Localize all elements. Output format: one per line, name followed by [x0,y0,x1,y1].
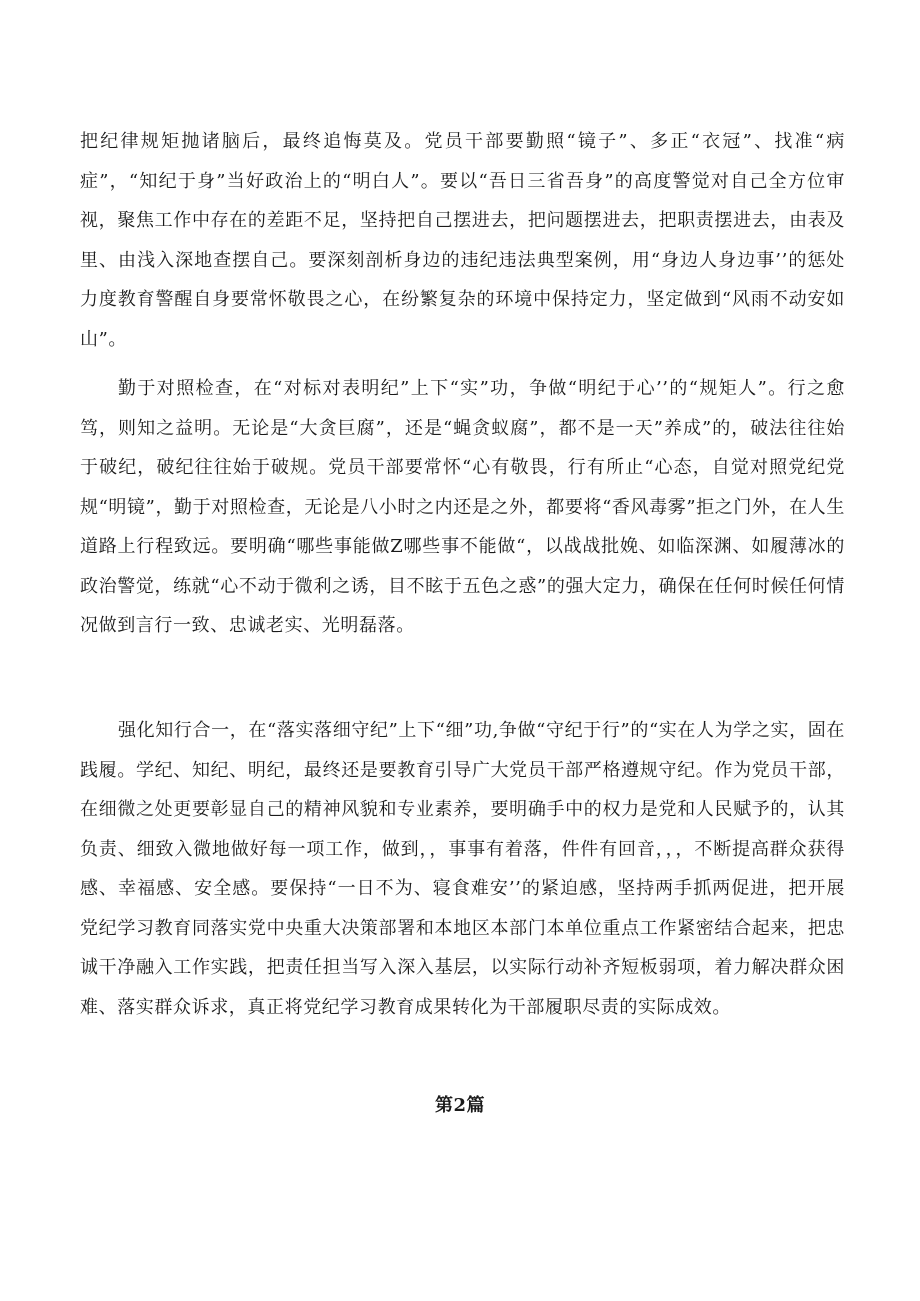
section-heading: 第2篇 [434,1095,486,1116]
paragraph-1: 把纪律规矩抛诸脑后，最终追悔莫及。党员干部要勤照“镜子”、多正“衣冠”、找准“病症”，“知纪于身”当好政治上的“明白人”。要以“吾日三省吾身”的高度警觉对自己全方位审视，聚焦工作中存在的差距不足，坚持把自己摆进去，把问题摆进去，把职责摆进去，由表及里、由浅入深地查摆自己。要深刻剖析身边的违纪违法典型案例，用“身边人身边事’’的惩处力度教育警醒自身要常怀敬畏之心，在纷繁复杂的环境中保持定力，坚定做到“风雨不动安如山”。 [80,131,845,350]
paragraph-2: 勤于对照检查，在“对标对表明纪”上下“实”功，争做“明纪于心’’的“规矩人”。行之愈笃，则知之益明。无论是“大贪巨腐”，还是“蝇贪蚁腐”，都不是一天”养成”的，破法往往始于破纪，破纪往往始于破规。党员干部要常怀“心有敬畏，行有所止“心态，自觉对照党纪党规“明镜”，勤于对照检查，无论是八小时之内还是之外，都要将“香风毒雾”拒之门外，在人生道路上行程致远。要明确“哪些事能做Z哪些事不能做“，以战战批娩、如临深渊、如履薄冰的政治警觉，练就“心不动于微利之诱，目不眩于五色之惑”的强大定力，确保在任何时候任何情况做到言行一致、忠诚老实、光明磊落。 [80,378,845,636]
paragraph-3: 强化知行合一，在“落实落细守纪”上下“细”功,争做“守纪于行”的“实在人为学之实，固在践履。学纪、知纪、明纪，最终还是要教育引导广大党员干部严格遵规守纪。作为党员干部，在细微之处更要彰显自己的精神风貌和专业素养，要明确手中的权力是党和人民赋予的，认其负责、细致入微地做好每一项工作，做到，，事事有着落，件件有回音，，，不断提高群众获得感、幸福感、安全感。要保持“一日不为、寝食难安’’的紧迫感，坚持两手抓两促进，把开展党纪学习教育同落实党中央重大决策部署和本地区本部门本单位重点工作紧密结合起来，把忠诚干净融入工作实践，把责任担当写入深入基层，以实际行动补齐短板弱项，着力解决群众困难、落实群众诉求，真正将党纪学习教育成果转化为干部履职尽责的实际成效。 [80,720,845,1018]
